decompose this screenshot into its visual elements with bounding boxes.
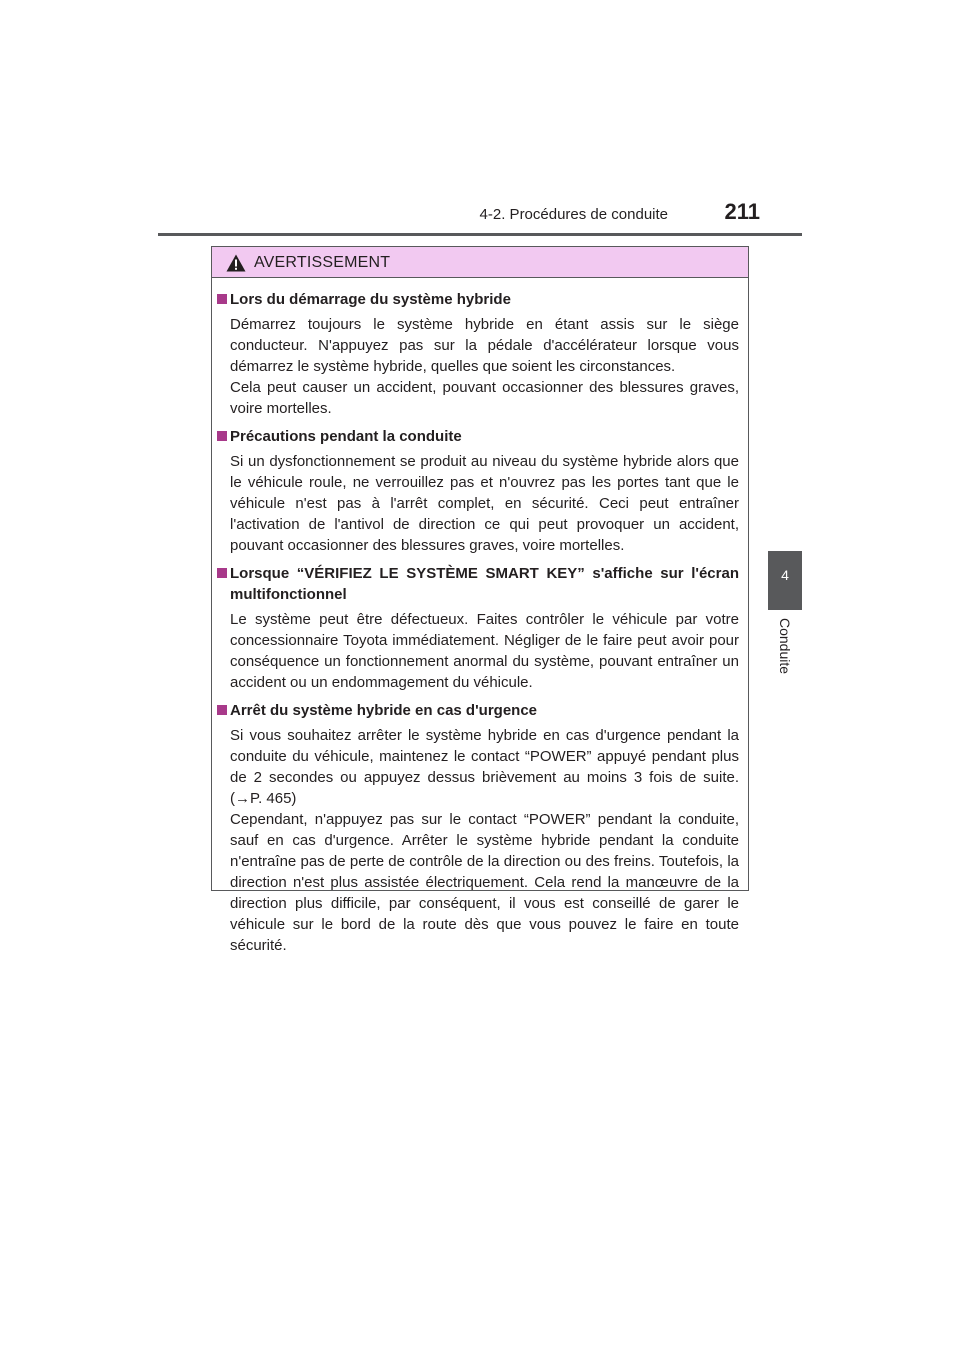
paragraph: Si un dysfonctionnement se produit au niveau du système hybride alors que le véhicule roule, ne verrouillez pas et n'ouvrez pas les portes tant que le véhicule n'est pas à l'arrêt complet, en sécurité. Ceci peut entraîner l'activation de l'antivol de direction ce qui peut provoquer un accident, pouvant occasionner des blessures graves, voire mortelles.	[230, 453, 739, 554]
warning-item-heading	[217, 700, 739, 721]
paragraph: Si vous souhaitez arrêter le système hybride en cas d'urgence pendant la conduite du véhicule, maintenez le contact “POWER” appuyé pendant plus de 2 secondes ou appuyez dessus brièvement au moins 3 fois de suite. (→P. 465)	[230, 727, 739, 807]
warning-item-text	[217, 451, 739, 556]
warning-triangle-icon	[226, 254, 246, 272]
square-bullet-icon	[217, 294, 227, 304]
paragraph: Démarrez toujours le système hybride en étant assis sur le siège conducteur. N'appuyez pas sur la pédale d'accélérateur lorsque vous démarrez le système hybride, quelles que soient les circonstances.	[230, 316, 739, 375]
warning-box	[211, 246, 749, 954]
square-bullet-icon	[217, 431, 227, 441]
page-number: 211	[724, 199, 760, 224]
warning-title: AVERTISSEMENT	[254, 254, 391, 271]
warning-item-text	[217, 609, 739, 693]
warning-header	[212, 247, 748, 278]
square-bullet-icon	[217, 568, 227, 578]
warning-item-heading	[217, 426, 739, 447]
warning-item-heading	[217, 563, 739, 605]
warning-item-text	[217, 314, 739, 419]
warning-item	[217, 289, 739, 419]
paragraph: Cela peut causer un accident, pouvant occasionner des blessures graves, voire mortelles.	[230, 379, 739, 417]
warning-body	[212, 278, 748, 956]
chapter-tab-label: Conduite	[777, 618, 793, 675]
warning-item-heading-text: Précautions pendant la conduite	[230, 428, 462, 445]
square-bullet-icon	[217, 705, 227, 715]
warning-item-heading-text: Lors du démarrage du système hybride	[230, 291, 511, 308]
warning-item	[217, 563, 739, 693]
section-title: 4-2. Procédures de conduite	[479, 206, 668, 223]
warning-item	[217, 700, 739, 956]
warning-item	[217, 426, 739, 556]
warning-item-heading	[217, 289, 739, 310]
warning-item-heading-text: Arrêt du système hybride en cas d'urgence	[230, 702, 538, 719]
paragraph: Cependant, n'appuyez pas sur le contact “POWER” pendant la conduite, sauf en cas d'urgence. Arrêter le système hybride pendant la conduite n'entraîne pas de perte de contrôle de la direction ou des freins. Toutefois, la direction n'est plus assistée électriquement. Cela rend la manœuvre de la direction plus difficile, par conséquent, il vous est conseillé de garer le véhicule sur le bord de la route dès que vous pouvez le faire en toute sécurité.	[230, 811, 739, 954]
paragraph: Le système peut être défectueux. Faites contrôler le véhicule par votre concessionnaire Toyota immédiatement. Négliger de le faire peut avoir pour conséquence un fonctionnement anormal du système, pouvant entraîner un accident ou un endommagement du véhicule.	[230, 611, 739, 691]
chapter-tab-number: 4	[781, 567, 789, 583]
warning-item-text	[217, 725, 739, 956]
warning-item-heading-text: Lorsque “VÉRIFIEZ LE SYSTÈME SMART KEY” s'affiche sur l'écran multifonctionnel	[230, 565, 739, 603]
header-rule	[158, 233, 802, 236]
